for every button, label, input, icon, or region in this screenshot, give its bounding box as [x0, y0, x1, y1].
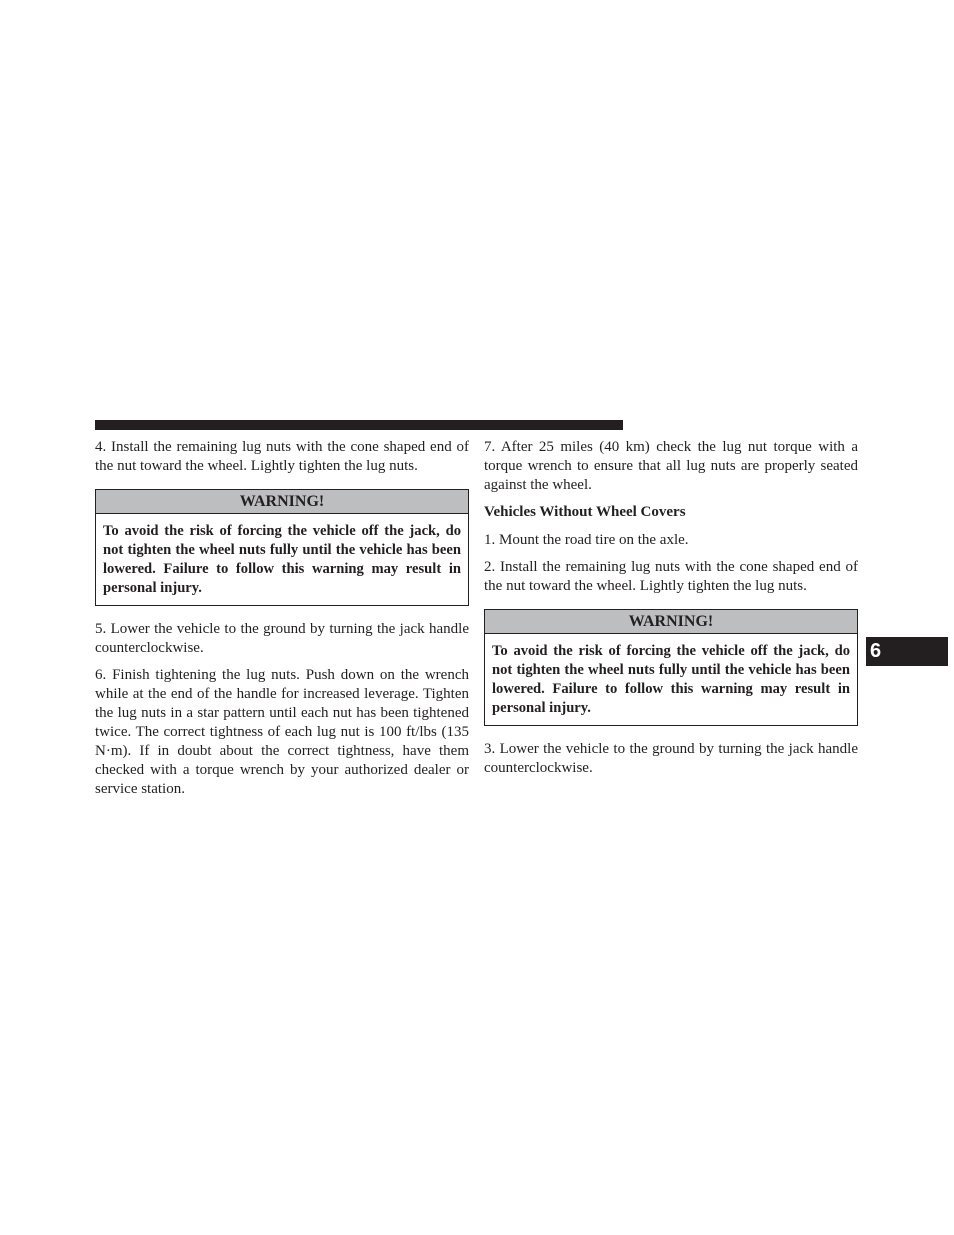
step-2-paragraph: 2. Install the remaining lug nuts with the cone shaped end of the nut toward the wheel. Lightly tighten the lug nuts.: [484, 559, 858, 594]
step-5-paragraph: 5. Lower the vehicle to the ground by turning the jack handle counterclockwise.: [95, 621, 469, 656]
step-7-paragraph: 7. After 25 miles (40 km) check the lug nut torque with a torque wrench to ensure that all lug nuts are properly seated against the wheel.: [484, 439, 858, 493]
right-column: [484, 438, 858, 786]
left-column: [95, 438, 469, 807]
warning-box-right: [484, 609, 858, 726]
warning-title: WARNING!: [485, 610, 857, 634]
step-3-paragraph: 3. Lower the vehicle to the ground by turning the jack handle counterclockwise.: [484, 741, 858, 776]
warning-box-left: [95, 489, 469, 606]
warning-text: To avoid the risk of forcing the vehicle off the jack, do not tighten the wheel nuts fully until the vehicle has been lowered. Failure to follow this warning may result in personal injury.: [492, 643, 850, 716]
step-4-paragraph: 4. Install the remaining lug nuts with the cone shaped end of the nut toward the wheel. Lightly tighten the lug nuts.: [95, 439, 469, 474]
section-top-rule: [95, 420, 623, 430]
step-1-paragraph: 1. Mount the road tire on the axle.: [484, 532, 689, 548]
section-heading: Vehicles Without Wheel Covers: [484, 504, 686, 520]
warning-text: To avoid the risk of forcing the vehicle off the jack, do not tighten the wheel nuts fully until the vehicle has been lowered. Failure to follow this warning may result in personal injury.: [103, 523, 461, 596]
step-6-paragraph: 6. Finish tightening the lug nuts. Push down on the wrench while at the end of the handle for increased leverage. Tighten the lug nuts in a star pattern until each nut has been tightened twice. The correct tightness of each lug nut is 100 ft/lbs (135 N·m). If in doubt about the correct tightness, have them checked with a torque wrench by your authorized dealer or service station.: [95, 667, 469, 797]
warning-title: WARNING!: [96, 490, 468, 514]
chapter-tab: 6: [866, 637, 948, 666]
